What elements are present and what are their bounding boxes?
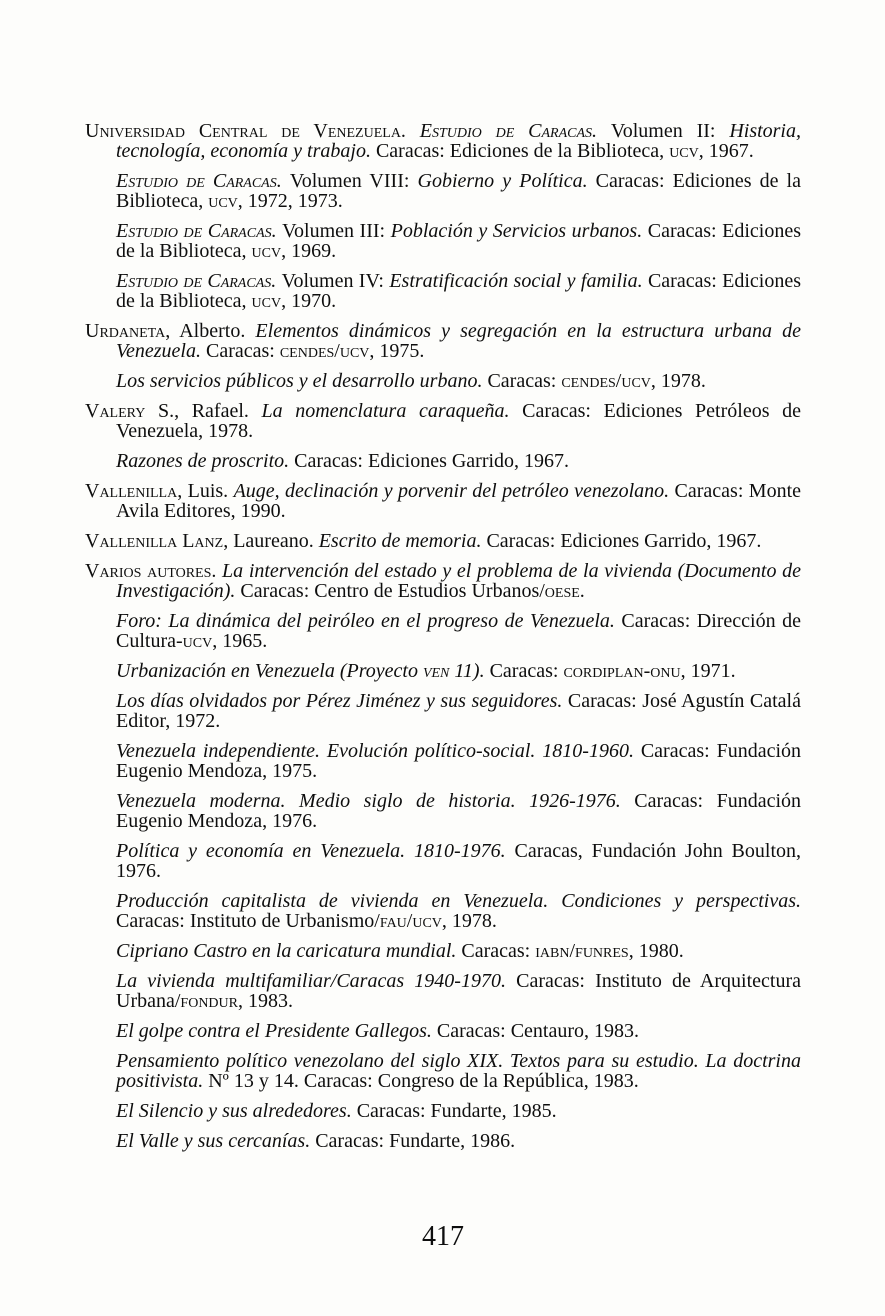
bibliography-entry <box>116 1051 801 1091</box>
text-segment: , Luis. <box>177 480 234 502</box>
text-segment: Estudio de Caracas. <box>419 120 611 142</box>
text-segment: El Valle y sus cercanías. <box>116 1130 316 1152</box>
page-number: 417 <box>422 1221 464 1252</box>
bibliography-entry <box>85 531 801 551</box>
text-segment: ucv <box>182 630 213 652</box>
text-segment: Caracas: Ediciones de la Biblioteca, <box>375 140 670 162</box>
text-segment: Los servicios públicos y el desarrollo urbano. <box>116 370 488 392</box>
bibliography-entry <box>116 971 801 1011</box>
text-segment: Venezuela independiente. Evolución político-social. 1810-1960. <box>116 740 641 762</box>
text-segment: Estudio de Caracas. <box>116 270 282 292</box>
text-segment: La intervención del estado y el problema de la vivienda (Documento de Investigación). <box>116 560 801 602</box>
text-segment: iabn/funres <box>535 940 629 962</box>
text-segment: ven <box>422 660 450 682</box>
bibliography-entry <box>85 321 801 361</box>
text-segment: Cipriano Castro en la caricatura mundial. <box>116 940 462 962</box>
text-segment: fau/ucv <box>379 910 442 932</box>
bibliography-entry <box>116 661 801 681</box>
bibliography-entry <box>116 891 801 931</box>
text-segment: Universidad Central de Venezuela. <box>85 120 420 142</box>
text-segment: Valery S. <box>85 400 175 422</box>
text-segment: , 1972, 1973. <box>237 190 343 212</box>
text-segment: Vallenilla <box>85 480 178 502</box>
bibliography-entry <box>116 1131 801 1151</box>
text-segment: oese <box>544 580 580 602</box>
text-segment: , 1978. <box>441 910 497 932</box>
text-segment: Gobierno y Política. <box>417 170 596 192</box>
text-segment: Caracas: Fundación Eugenio Mendoza, 1976. <box>116 790 801 832</box>
text-segment: Caracas: Ediciones Garrido, 1967. <box>486 530 762 552</box>
text-segment: Volumen III: <box>282 220 391 242</box>
text-segment: ucv <box>208 190 238 212</box>
text-segment: Pensamiento político venezolano del siglo XIX. Textos para su estudio. La doctrina positivista. <box>116 1050 801 1092</box>
text-segment: , 1969. <box>281 240 337 262</box>
bibliography-entry <box>116 371 801 391</box>
text-segment: Caracas: <box>489 660 564 682</box>
bibliography-entry <box>116 1101 801 1121</box>
bibliography-entry <box>116 791 801 831</box>
text-segment: fondur <box>180 990 238 1012</box>
page-footer <box>85 1223 801 1251</box>
bibliography-entry <box>116 271 801 311</box>
text-segment: Caracas: Instituto de Urbanismo/ <box>116 910 380 932</box>
text-segment: , 1970. <box>281 290 337 312</box>
text-segment: ucv <box>251 240 282 262</box>
text-segment: Caracas: Monte Avila Editores, 1990. <box>116 480 802 522</box>
text-segment: La nomenclatura caraqueña. <box>261 400 523 422</box>
text-segment: Vallenilla Lanz <box>85 530 224 552</box>
text-segment: Caracas: <box>205 340 280 362</box>
text-segment: Caracas: José Agustín Catalá Editor, 1972. <box>116 690 801 732</box>
text-segment: , 1978. <box>650 370 706 392</box>
text-segment: Caracas: Fundación Eugenio Mendoza, 1975. <box>116 740 802 782</box>
text-segment: Caracas: Centro de Estudios Urbanos/ <box>240 580 545 602</box>
text-segment: El golpe contra el Presidente Gallegos. <box>116 1020 437 1042</box>
text-segment: Estudio de Caracas. <box>116 170 290 192</box>
text-segment: Foro: La dinámica del peiróleo en el progreso de Venezuela. <box>116 610 622 632</box>
text-segment: Elementos dinámicos y segregación en la estructura urbana de Venezuela. <box>116 320 801 362</box>
bibliography-entry <box>116 221 801 261</box>
text-segment: ucv <box>251 290 282 312</box>
text-segment: cendes/ucv <box>561 370 651 392</box>
text-segment: , Laureano. <box>223 530 319 552</box>
text-segment: 11). <box>449 660 490 682</box>
text-segment: Escrito de memoria. <box>318 530 487 552</box>
text-segment: Estratificación social y familia. <box>389 270 648 292</box>
text-segment: Historia, tecnología, economía y trabajo. <box>116 120 801 162</box>
bibliography-entry <box>116 691 801 731</box>
bibliography-entry <box>116 611 801 651</box>
bibliography-entry <box>116 741 801 781</box>
text-segment: Política y economía en Venezuela. 1810-1976. <box>116 840 515 862</box>
text-segment: , 1983. <box>238 990 293 1012</box>
text-segment: Varios autores. <box>85 560 223 582</box>
text-segment: Caracas: Ediciones Petróleos de Venezuela, 1978. <box>116 400 801 442</box>
text-segment: Caracas: Fundarte, 1985. <box>356 1100 557 1122</box>
text-segment: Caracas: Ediciones Garrido, 1967. <box>294 450 570 472</box>
text-segment: El Silencio y sus alrededores. <box>116 1100 357 1122</box>
text-segment: , 1971. <box>680 660 736 682</box>
text-segment: , 1967. <box>698 140 754 162</box>
text-segment: cendes/ucv <box>279 340 370 362</box>
text-segment: . <box>579 580 585 602</box>
bibliography-entry <box>116 451 801 471</box>
bibliography-entry <box>85 401 801 441</box>
text-segment: , 1980. <box>628 940 684 962</box>
text-segment: Caracas: Dirección de Cultura- <box>116 610 801 652</box>
text-segment: Auge, declinación y porvenir del petróleo venezolano. <box>233 480 675 502</box>
bibliography-entry <box>85 561 801 601</box>
text-segment: Caracas: <box>487 370 562 392</box>
bibliography-entry <box>116 171 801 211</box>
text-segment: Estudio de Caracas. <box>116 220 283 242</box>
text-segment: ucv <box>669 140 699 162</box>
bibliography-entry <box>85 481 801 521</box>
bibliography-entry <box>116 1021 801 1041</box>
text-segment: Caracas: Ediciones de la Biblioteca, <box>116 270 802 312</box>
text-segment: Caracas: Instituto de Arquitectura Urbana/ <box>116 970 801 1012</box>
text-segment: Caracas: <box>461 940 536 962</box>
bibliography-entry <box>116 841 801 881</box>
text-segment: Caracas: Fundarte, 1986. <box>315 1130 516 1152</box>
bibliography-entry <box>116 941 801 961</box>
text-segment: Urbanización en Venezuela (Proyecto <box>116 660 423 682</box>
text-segment: Volumen II: <box>610 120 730 142</box>
text-segment: Caracas: Ediciones de la Biblioteca, <box>116 170 801 212</box>
text-segment: Razones de proscrito. <box>116 450 295 472</box>
text-segment: Producción capitalista de vivienda en Venezuela. Condiciones y perspectivas. <box>116 890 801 912</box>
text-segment: Nº 13 y 14. Caracas: Congreso de la República, 1983. <box>208 1070 639 1092</box>
text-segment: Población y Servicios urbanos. <box>390 220 648 242</box>
bibliography-entry <box>85 121 801 161</box>
text-segment: Volumen IV: <box>281 270 390 292</box>
bibliography-list <box>85 121 801 1151</box>
text-segment: , Alberto. <box>165 320 256 342</box>
text-segment: , Rafael. <box>174 400 262 422</box>
text-segment: Caracas: Centauro, 1983. <box>436 1020 640 1042</box>
text-segment: Volumen VIII: <box>289 170 418 192</box>
text-segment: Venezuela moderna. Medio siglo de historia. 1926-1976. <box>116 790 635 812</box>
text-segment: , 1975. <box>369 340 425 362</box>
text-segment: cordiplan-onu <box>563 660 681 682</box>
text-segment: , 1965. <box>212 630 268 652</box>
text-segment: Caracas, Fundación John Boulton, 1976. <box>116 840 801 882</box>
text-segment: Los días olvidados por Pérez Jiménez y sus seguidores. <box>116 690 568 712</box>
text-segment: Urdaneta <box>85 320 166 342</box>
text-segment: La vivienda multifamiliar/Caracas 1940-1970. <box>116 970 517 992</box>
text-segment: Caracas: Ediciones de la Biblioteca, <box>116 220 801 262</box>
